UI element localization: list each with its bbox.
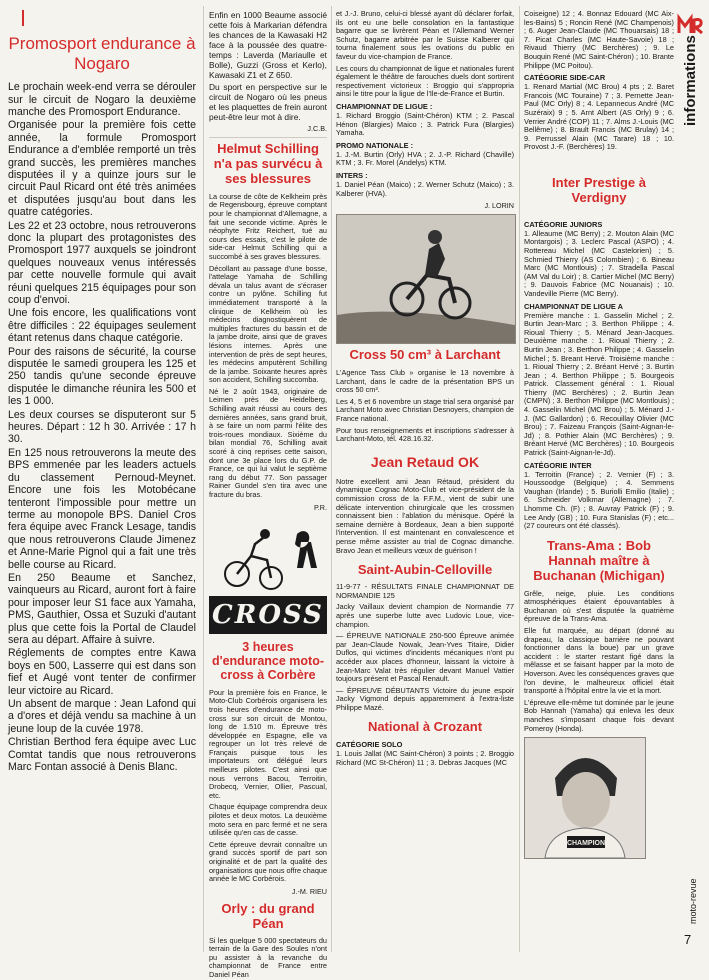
article-title-retaud: Jean Retaud OK — [370, 453, 480, 470]
column-divider — [331, 6, 332, 952]
article-title-schilling: Helmut Schilling n'a pas survécu à ses blessures — [213, 141, 323, 186]
signature: J.-M. RIEU — [291, 886, 327, 896]
crozant-category-heading: CATÉGORIE SOLO — [336, 740, 403, 750]
paragraph: Pour tous renseignements et inscriptions s'adresser à Larchant-Moto, tél. 428.16.32. — [336, 425, 514, 444]
article-title-larchant: Cross 50 cm³ à Larchant — [349, 347, 501, 363]
paragraph: En 125 nous retrouverons la meute des BPS emmenée par les leaders actuels du classement Pernoud-Meynet. Encore une fois les Motobécane tenteront l'impossible pour mettre un terme au monopole BPS. Daniel Cros fera équipe avec Franck Lesage, tandis que nous retrouverons Claude Jimenez et Anne-Marie Pignol qui a fait une très belle course au Ricard. — [8, 446, 196, 571]
result-text: 1. Terroitin (France) ; 2. Vernier (F) ; 3. Houssoodge (Belgique) ; 4. Semmens Vaughan (Irlande) ; 5. Buriolli Emilio (Italie) ; 6. Schneider Volkmar (Allemagne) ; 7. Lhomme Ch. (F) ; 8. Auvray Patrick (F) ; 9. Lee Andy (GB) ; 10. Fura Stanislas (F) ; etc... (27 coureurs ont été classés). — [524, 469, 674, 531]
magazine-label-wrap — [674, 868, 708, 928]
decorative-mark — [22, 10, 24, 26]
paragraph: En 250 Beaume et Sanchez, vainqueurs au Ricard, auront fort à faire pour imposer leur S1 face aux Yamaha, PMS, Gauthier, Ossa et Suzuki d'autant plus que cette fois la Portal de Claudel sera au départ. Affaire à suivre. — [8, 571, 196, 646]
signature: J. LORIN — [484, 201, 514, 211]
paragraph: Les 22 et 23 octobre, nous retrouverons donc la plupart des protagonistes des Promosport 1977 auxquels se joindront quelques nouveaux venus intéressés par cette nouvelle formule qui avait réuni quelques 215 équipages pour son coup d'envoi. — [8, 219, 196, 306]
paragraph: Jacky Vaillaux devient champion de Normandie 77 après une superbe lutte avec Ludovic Loue, vice-champion. — [336, 602, 514, 629]
result-text: Première manche : 1. Gasselin Michel ; 2. Burtin Jean-Marc ; 3. Berthon Philippe ; 4. Rioual Thierry ; 5. Ménard Jean-Jacques. Deuxième manche : 1. Rioual Thierry ; 2. Burtin Jean ; 3. Berthon Philippe ; 4. Gasselin Michel ; 5. Breant Hervé. Troisième manche : 1. Rioual Thierry ; 2. Bréant Hervé ; 3. Burtin Jean ; 4. Berthon Philippe ; 5. Bourgeois Patrick. Classement général : 1. Rioual Thierry (MC Berchères) ; 2. Burtin Jean (CMPN) ; 3. Berthon Philippe (MC Montlouis) ; 4. Gasselin Michel (MC Brou) ; 5. Ménard J.-J. (MC Gallardon) ; 6. Recouillay Olivier (MC Brou) ; 7. Faizeau François (Saint-Aignan-le-Jd) ; 8. Pothier Alain (MC Berchères) ; 9. Bréant Hervé (MC Berchères) ; 10. Bourgeois Patrick (Saint-Aignan-le-Jd). — [524, 310, 674, 458]
column-divider — [203, 6, 204, 952]
result-text: 1. Richard Broggio (Saint-Chéron) KTM ; 2. Pascal Hénon (Blargies) Maico ; 3. Patrick Fura (Blargies) Yamaha. — [336, 110, 514, 138]
column-divider — [519, 6, 520, 952]
magazine-label: moto-revue — [688, 878, 698, 924]
section-label-wrap — [674, 35, 708, 134]
paragraph: Les deux courses se disputeront sur 5 heures. Départ : 12 h 30. Arrivée : 17 h 30. — [8, 408, 196, 446]
mr-logo-icon — [678, 14, 704, 34]
article-body-nogaro-continued — [209, 10, 327, 122]
article-body-orly-continued — [336, 10, 514, 99]
paragraph: Du sport en perspective sur le circuit de Nogaro où les pneus et les plaquettes de frein auront peut-être leur mot à dire. — [209, 82, 327, 122]
portrait-rider — [525, 738, 645, 858]
article-title-orly: Orly : du grand Péan — [221, 900, 315, 931]
orly-results — [336, 102, 514, 198]
cross-illustration — [209, 516, 327, 596]
column-2 — [209, 10, 327, 980]
column-promosport — [8, 10, 196, 955]
sidebar — [674, 6, 708, 956]
paragraph: — ÉPREUVE NATIONALE 250-500 Épreuve animée par Jean-Claude Nowak, Jean-Yves Titaire, Didier Duflos, qui victimes d'incidents mécaniques n'ont pu accéder aux places d'honneur, laissant la victoire à Jean-Marc Valat très régulier devant Manuel Vattier toujours présent et Pascal Renault. — [336, 631, 514, 684]
result-heading: CHAMPIONNAT DE LIGUE : — [336, 101, 433, 111]
article-title-verdigny: Inter Prestige à Verdigny — [552, 174, 646, 205]
article-body-celloville — [336, 583, 514, 712]
article-title-celloville: Saint-Aubin-Celloville — [357, 562, 493, 578]
paragraph: Pour la première fois en France, le Moto-Club Corbérois organisera les trois heures d'endurance de moto-cross sur son circuit de Montou, long de 1.510 m. Épreuve très développée en Espagne, elle va regrouper un lot très relevé de Français puisque tous les importateurs ont délégué leurs meilleurs pilotes. C'est ainsi que nous verrons Bacou, Terroitin, Drobecq, Vernier, Ollier, Pascual, etc. — [209, 687, 327, 800]
article-title-corbere: 3 heures d'endurance moto-cross à Corbère — [211, 639, 324, 683]
paragraph: Pour des raisons de sécurité, la course disputée le samedi groupera les 125 et 250 tandis qu'une seconde épreuve disputée le dimanche réunira les 500 et les 1 000. — [8, 345, 196, 408]
page-number: 7 — [684, 932, 692, 947]
paragraph: Le prochain week-end verra se dérouler sur le circuit de Nogaro la deuxième manche des Promosport Endurance. — [8, 81, 196, 118]
article-title-crozant: National à Crozant — [367, 719, 483, 735]
result-text: 1. J.-M. Burtin (Orly) HVA ; 2. J.-P. Richard (Chaville) KTM ; 3. Fr. Morel (Andelys) KTM. — [336, 149, 514, 168]
article-body-promosport — [8, 81, 196, 773]
article-title-promosport: Promosport endurance à Nogaro — [8, 34, 196, 73]
paragraph: L'épreuve elle-même tut dominée par le jeune Bob Hannah (Yamaha) qui enleva les deux manches s'imposant chaque fois devant Pomeroy (Honda). — [524, 697, 674, 733]
paragraph: — ÉPREUVE DÉBUTANTS Victoire du jeune espoir Jacky Vigmond depuis apparemment à l'extra-liste Philippe Mazé. — [336, 685, 514, 712]
crozant-results-continued — [524, 10, 674, 70]
article-body-orly: Si les quelque 5 000 spectateurs du terrain de la Gare des Soules n'ont pu assister à la revanche du championnat de France entre Daniel Péan — [209, 935, 327, 980]
paragraph: Une fois encore, les qualifications vont être difficiles : 22 équipages seulement étant retenus dans chaque catégorie. — [8, 307, 196, 345]
article-body-hannah — [524, 590, 674, 734]
paragraph: Organisée pour la première fois cette année, la formule Promosport Endurance a d'emblée remporté un très grand succès, les premières manches disputées il y a quinze jours sur le circuit Paul Ricard ont été très animées et disputées jusqu'au bout dans les quatre catégories. — [8, 119, 196, 219]
article-body-verdigny — [524, 220, 674, 531]
cross-logo: CROSS — [209, 596, 327, 634]
paragraph: Cette épreuve devrait connaître un grand succès sportif de part son originalité et de part la qualité des organisations que nous offre chaque année le MC Corbérois. — [209, 839, 327, 884]
paragraph: 11-9-77 - RÉSULTATS FINALE CHAMPIONNAT DE NORMANDIE 125 — [336, 582, 514, 600]
photo-motocross-jump — [337, 215, 515, 343]
motocross-rider-illustration — [209, 516, 327, 596]
article-body-larchant — [336, 369, 514, 444]
column-3 — [336, 10, 514, 955]
result-text: 1. Alleaume (MC Berry) ; 2. Mouton Alain (MC Montargois) ; 3. Leclerc Pascal (ASPO) ; 4. Rottereau Michel (MC Castelorien) ; 5. Schmied Thierry (AS Colombien) ; 6. Bineau Marc (MC Montlouis) ; 7. Stradella Pascal (AM Val du Loir) ; 8. Cartier Michel (MC Berry) ; 9. Dauvois Fabrice (MC Nouanais) ; 10. Vandeville Pierre (MC Berry). — [524, 228, 674, 298]
column-4 — [524, 10, 674, 955]
article-body-retaud: Notre excellent ami Jean Rétaud, président du dynamique Cognac Moto-Club et vice-président de la commission cross de la F.F.M., vient de subir une délicate intervention chirurgicale que les crossmen connaissent bien : l'ablation du ménisque. Opéré la semaine dernière à Bordeaux, Jean a bien supporté l'intervention. Il est maintenant en convalescence et pense même assister au trial de Cognac dimanche. Bravo Jean et meilleurs vœux de guérison ! — [336, 476, 514, 555]
article-title-hannah: Trans-Ama : Bob Hannah maître à Buchanan (Michigan) — [533, 537, 665, 583]
sidecar-results: 1. Renard Martial (MC Brou) 4 pts ; 2. Baret Francois (MC Touraine) 7 ; 3. Pernette Jean-Paul (MC Orly) 8 ; 4. Lepannecus André (MC Suzéraix) 9 ; 5. Arnt Albert (AS Orly) 9 ; 6. Verrier André (COP) 11 ; 7. Alms J.-Louis (MC Bellême) ; 8. Brault Francis (MC Brulay) 14 ; 9. Perrussel Alain (MC Tarare) 18 ; 10. Provost J.-F. (Berchères) 19. — [524, 82, 674, 152]
section-label: informations — [682, 35, 699, 126]
result-heading: CHAMPIONNAT DE LIGUE A — [524, 301, 623, 311]
result-heading: INTERS : — [336, 170, 368, 180]
paragraph: et J.-J. Bruno, celui-ci blessé ayant dû déclarer forfait, ils ont eu une belle consolation en la fantastique bagarre que se livrèrent Péan et l'Allemand Werner Schutz, bagarre arbitrée par le Suisse Kalberer qui tourna finalement sous les ovations du public en faveur du vice-champion de France. — [336, 9, 514, 61]
paragraph: Décollant au passage d'une bosse, l'attelage Yamaha de Schilling dévala un talus avant de s'écraser contre un pylône. Schilling fut immédiatement transporté à la clinique de Kelkheim où les médecins diagnostiquèrent de multiples fractures du bassin et de la jambe droite, ainsi que de graves lésions internes. Après une intervention de près de sept heures, les médecins amputèrent Schilling de la jambe. Soixante heures après son accident, Schilling succomba. — [209, 263, 327, 385]
paragraph: Enfin en 1000 Beaume associé cette fois à Markarian défendra les chances de la Kawasaki H2 face à la poussée des quatre-temps : Laverda (Mariaulle et Bolle), Guzzi (Gross et Kerlo), Kawasaki Z1 et Z 650. — [209, 10, 327, 80]
paragraph: Les 4, 5 et 6 novembre un stage trial sera organisé par Larchant Moto avec Christian Desnoyers, champion de France national. — [336, 396, 514, 423]
photo-cross-rider — [336, 214, 516, 344]
paragraph: Réglements de comptes entre Kawa boys en 500, Lasserre qui est dans son fief et Augé vont tenter de confirmer leur victoire au Ricard. — [8, 647, 196, 697]
magazine-logo-icon — [678, 14, 704, 34]
article-body-corbere — [209, 689, 327, 884]
signature: J.C.B. — [307, 124, 327, 133]
paragraph: Un absent de marque : Jean Lafond qui a d'ores et déjà vendu sa machine à un jeune loup de la cuvée 1978. — [8, 698, 196, 735]
paragraph: Christian Berthod fera équipe avec Luc Comtat tandis que nous retrouverons Marc Fontan associé à Denis Blanc. — [8, 736, 196, 774]
paragraph: La course de côte de Kelkheim près de Regensbourg, épreuve comptant pour le championnat d'Allemagne, a fait une seconde victime. Après le néophyte Fritz Reichert, tué au cours des essais, c'est le pilote de side-car Helmut Schilling qui a succombé à ses graves blessures. — [209, 191, 327, 261]
paragraph: Coiseigne) 12 ; 4. Bonnaz Edouard (MC Aix-les-Bains) 5 ; Roncin René (MC Champenois) ; 6. Auger Jean-Claude (MC Thouarsais) 18 ; 7. Picat Charles (MC Haute-Savoie) 18 ; Rivaud Thierry (MC Berchères) ; 9. Le Bouquin René (MC Saint-Chéron) ; 10. Brante Philippe (MC Poitou). — [524, 9, 674, 70]
separator — [209, 137, 327, 138]
article-body-schilling — [209, 193, 327, 500]
result-heading: CATÉGORIE INTER — [524, 460, 592, 470]
paragraph: Chaque équipage comprendra deux pilotes et deux motos. La deuxième moto sera en parc fermé et ne sera utilisée qu'en cas de casse. — [209, 802, 327, 838]
result-heading: CATÉGORIE JUNIORS — [524, 219, 603, 229]
paragraph: L'Agence Tass Club » organise le 13 novembre à Larchant, dans le cadre de la présentation BPS un cross 50 cm³. — [336, 368, 514, 395]
paragraph: Né le 2 août 1943, originaire de Leimen près de Heidelberg, Schilling avait réussi au cours des dernières années, sans grand bruit, à se faire un nom parmi l'élite des trois-roues mondiaux. Sixième du bilan mondial 76, Schilling avait scoré à cinq reprises cette saison, dont une 3e place lors du G.P. de France, ce qui lui valut le septième rang du début 77. Son passager Rainer Gundel s'en tira avec une fracture du bras. — [209, 386, 327, 499]
article-body-crozant: 1. Louis Jallat (MC Saint-Chéron) 3 points ; 2. Broggio Richard (MC St-Chéron) 11 ; 3. Debras Jacques (MC — [336, 749, 514, 767]
paragraph: Elle fut marquée, au départ (donné au drapeau, la classique barrière ne pouvant fonctionner dans la boue) par un grave accident : le starter restant figé dans la mêlasse et se faisant happer par la moto de Hoverson. Avec les conséquences graves que l'on devine, le malheureux officiel était transporté à l'hôpital entre la vie et la mort. — [524, 625, 674, 696]
result-heading: PROMO NATIONALE : — [336, 140, 414, 150]
sidecar-heading: CATÉGORIE SIDE-CAR — [524, 73, 606, 83]
paragraph: Grêle, neige, pluie. Les conditions atmosphériques étaient épouvantables à Buchanan où s'est disputée la quatrième épreuve de la Trans-Ama. — [524, 588, 674, 624]
photo-bob-hannah — [524, 737, 646, 859]
result-text: 1. Daniel Péan (Maico) ; 2. Werner Schutz (Maico) ; 3. Kalberer (HVA). — [336, 179, 514, 198]
paragraph: Les cours du championnat de ligue et nationales furent également le théâtre de farouches duels dont sortirent respectivement victorieux : Broggio qui s'appropria ainsi le titre pour la ligue de l'Ile-de-France et Burtin. — [336, 63, 514, 99]
shirt-text: CHAMPION — [566, 840, 606, 848]
signature: P.R. — [313, 502, 327, 512]
